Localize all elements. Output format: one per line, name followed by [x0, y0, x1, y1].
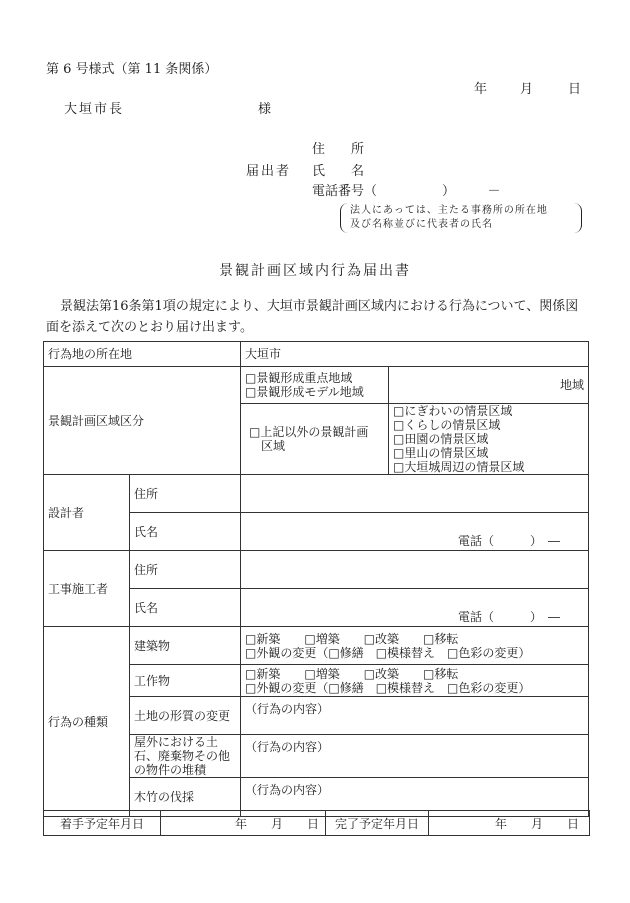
location-label: 行為地の所在地 — [44, 342, 241, 367]
building-options-line1[interactable]: □新築 □増築 □改築 □移転 — [245, 631, 459, 646]
location-value[interactable]: 大垣市 — [241, 342, 589, 367]
end-date-label: 完了予定年月日 — [326, 811, 429, 835]
sub-area-option[interactable]: □田園の情景区域 — [393, 432, 489, 446]
designer-name-label: 氏名 — [130, 513, 241, 551]
applicant-name-label: 氏 名 — [312, 164, 365, 179]
addressee-honorific: 様 — [258, 102, 272, 117]
building-label: 建築物 — [130, 627, 241, 665]
contractor-address-field[interactable] — [241, 551, 589, 589]
zone-option-priority[interactable]: □景観形成重点地域 — [245, 371, 353, 385]
designer-name-field[interactable] — [241, 513, 589, 551]
act-type-label: 行為の種類 — [44, 627, 130, 817]
contractor-phone: 電話（ ） ― — [458, 610, 561, 624]
date-day: 日 — [568, 82, 582, 97]
document-title: 景観計画区域内行為届出書 — [219, 263, 411, 279]
end-date-field[interactable]: 年 月 日 — [494, 816, 579, 831]
storage-content[interactable]: （行為の内容） — [241, 735, 589, 778]
tree-felling-content[interactable]: （行為の内容） — [241, 778, 589, 817]
corporate-note — [350, 204, 548, 232]
sub-area-option[interactable]: □里山の情景区域 — [393, 446, 489, 460]
schedule-row — [43, 810, 590, 836]
zone-area-field[interactable]: 地域 — [389, 367, 589, 404]
applicant-address-label: 住 所 — [312, 142, 365, 157]
date-month: 月 — [520, 82, 534, 97]
zone-option-other[interactable]: □上記以外の景観計画 — [249, 425, 369, 439]
applicant-label: 届出者 — [246, 164, 292, 179]
land-change-label: 土地の形質の変更 — [130, 697, 241, 735]
structure-options-line1[interactable]: □新築 □増築 □改築 □移転 — [245, 666, 459, 681]
contractor-label: 工事施工者 — [44, 551, 130, 627]
corporate-note-line1: 法人にあっては、主たる事務所の所在地 — [350, 205, 548, 216]
contractor-name-field[interactable] — [241, 589, 589, 627]
contractor-name-label: 氏名 — [130, 589, 241, 627]
form-number: 第 6 号様式（第 11 条関係） — [46, 62, 218, 77]
date-year: 年 — [474, 82, 488, 97]
corporate-note-line2: 及び名称並びに代表者の氏名 — [350, 219, 493, 230]
applicant-phone-label: 電話番号（ ） － — [312, 184, 501, 199]
application-table — [43, 341, 589, 817]
structure-options-line2[interactable]: □外観の変更（□修繕 □模様替え □色彩の変更） — [245, 680, 531, 695]
intro-text: 景観法第16条第1項の規定により、大垣市景観計画区域内における行為について、関係図面を添えて次のとおり届け出ます。 — [46, 299, 579, 335]
sub-area-option[interactable]: □くらしの情景区域 — [393, 418, 501, 432]
sub-area-option[interactable]: □大垣城周辺の情景区域 — [393, 460, 525, 474]
storage-label: 屋外における土石、廃棄物その他の物件の堆積 — [130, 735, 241, 778]
zone-label: 景観計画区域区分 — [44, 367, 241, 475]
building-options[interactable] — [241, 627, 589, 665]
land-change-content[interactable]: （行為の内容） — [241, 697, 589, 735]
designer-phone: 電話（ ） ― — [458, 534, 561, 548]
tree-felling-label: 木竹の伐採 — [130, 778, 241, 817]
structure-options[interactable] — [241, 665, 589, 697]
addressee-name: 大垣市長 — [64, 102, 125, 117]
designer-label: 設計者 — [44, 475, 130, 551]
zone-other-option[interactable] — [241, 404, 389, 475]
zone-option-other-cont: 区域 — [261, 439, 286, 453]
designer-address-field[interactable] — [241, 475, 589, 513]
structure-label: 工作物 — [130, 665, 241, 697]
contractor-address-label: 住所 — [130, 551, 241, 589]
zone-option-model[interactable]: □景観形成モデル地域 — [245, 385, 364, 399]
start-date-label: 着手予定年月日 — [44, 811, 161, 835]
building-options-line2[interactable]: □外観の変更（□修繕 □模様替え □色彩の変更） — [245, 645, 531, 660]
sub-area-options[interactable] — [389, 404, 589, 475]
start-date-field[interactable]: 年 月 日 — [161, 811, 326, 835]
zone-priority-options[interactable] — [241, 367, 389, 404]
sub-area-option[interactable]: □にぎわいの情景区域 — [393, 404, 513, 418]
designer-address-label: 住所 — [130, 475, 241, 513]
